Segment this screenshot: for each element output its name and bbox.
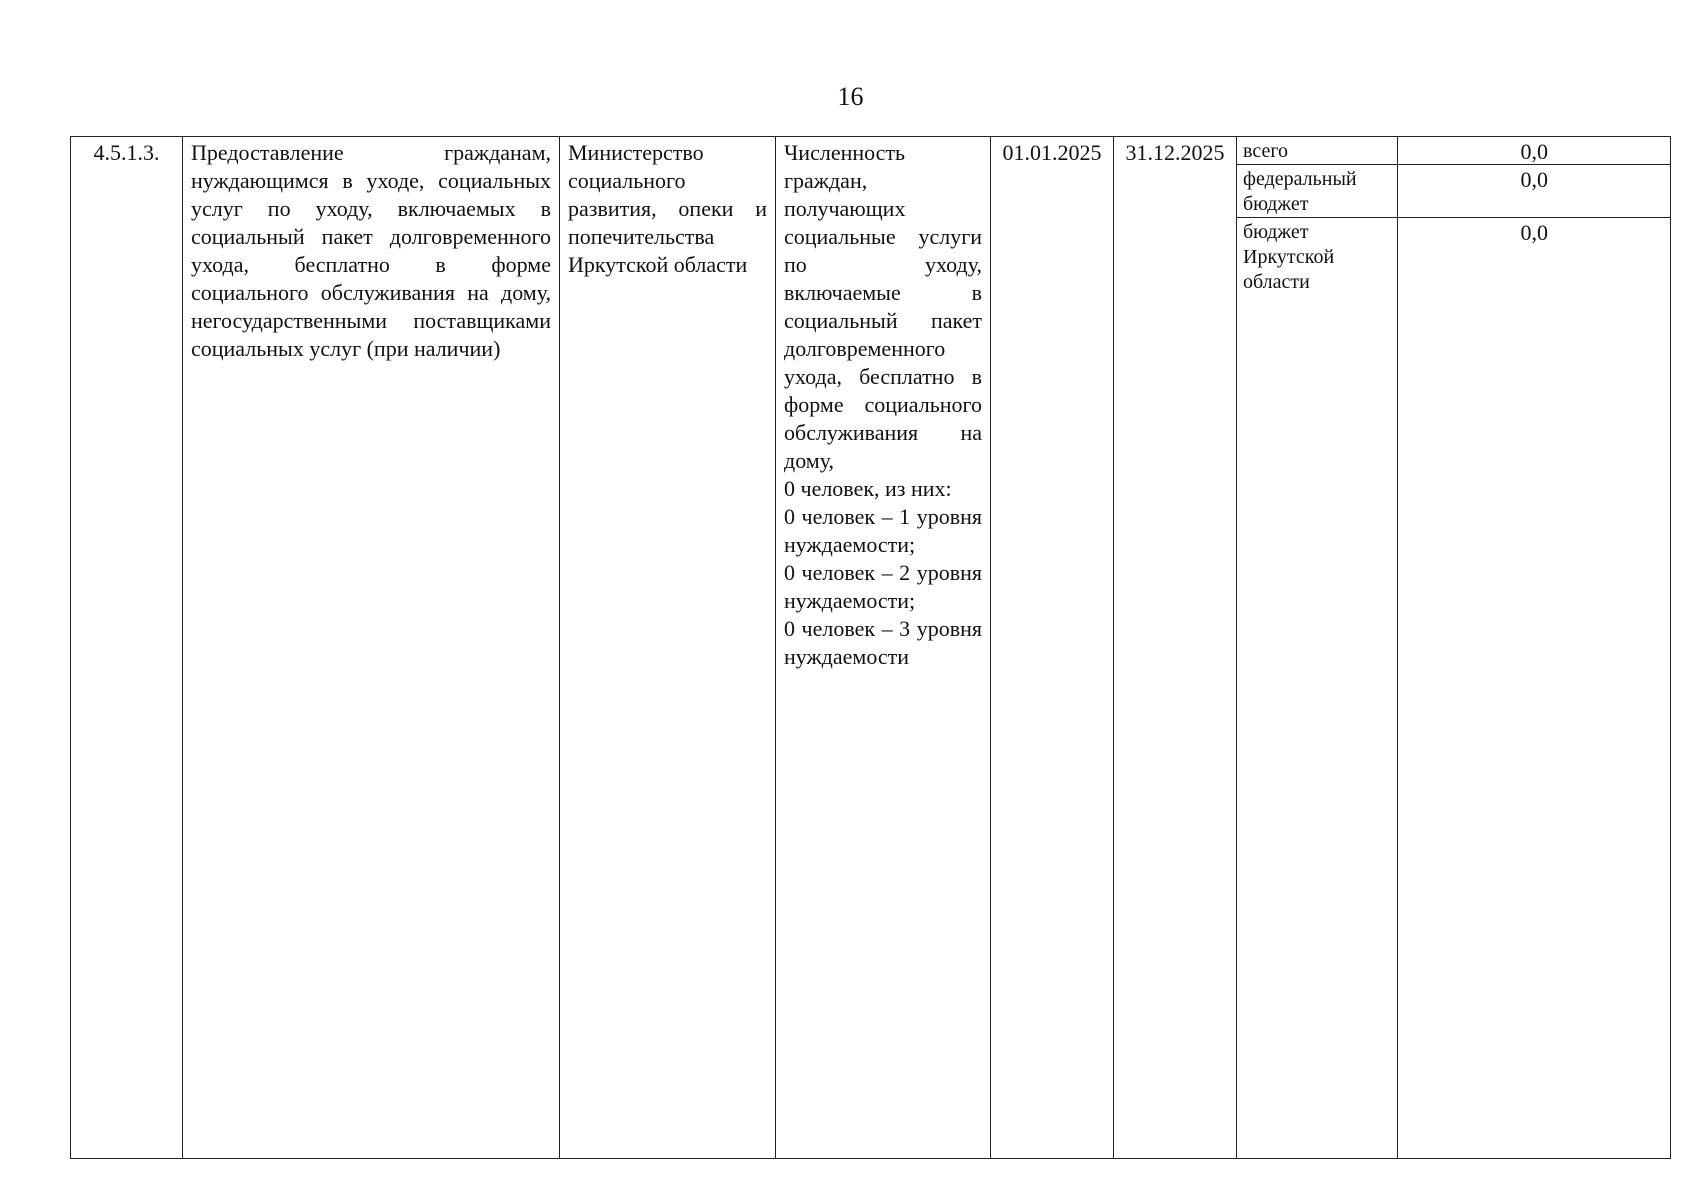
end-date-cell	[1114, 137, 1237, 1159]
activity-description-cell	[183, 137, 560, 1159]
table-row	[71, 137, 1671, 1159]
funding-amount: 0,0	[1520, 220, 1548, 245]
activity-description: Предоставление гражданам, нуждающимся в уходе, социальных услуг по уходу, включаемых в социальный пакет долговременного ухода, бесплатно в форме социального обслуживания на дому, негосударственными поставщиками социальных услуг (при наличии)	[191, 140, 551, 361]
funding-cell	[1237, 137, 1671, 1159]
funding-table	[1237, 137, 1671, 1158]
funding-row-total	[1237, 137, 1671, 165]
funding-row-regional	[1237, 218, 1671, 1158]
activity-number: 4.5.1.3.	[93, 140, 160, 165]
funding-source: всего	[1237, 137, 1397, 165]
funding-amount: 0,0	[1397, 137, 1671, 165]
funding-row-federal	[1237, 165, 1671, 218]
activity-number-cell	[71, 137, 183, 1159]
indicator-level-2: 0 человек – 2 уровня нуждаемости;	[784, 560, 982, 613]
indicator-level-1: 0 человек – 1 уровня нуждаемости;	[784, 504, 982, 557]
indicator-cell	[776, 137, 991, 1159]
program-activity-table	[70, 136, 1671, 1159]
responsible-executor-cell	[560, 137, 776, 1159]
page-number: 16	[837, 82, 864, 111]
start-date: 01.01.2025	[1002, 140, 1102, 165]
responsible-executor: Министерство социального развития, опеки и попечительства Иркутской области	[568, 140, 767, 277]
funding-source: бюджет Иркутской области	[1237, 218, 1397, 1158]
indicator-total: 0 человек, из них:	[784, 476, 952, 501]
indicator-main: Численность граждан, получающих социальные услуги по уходу, включаемые в социальный пакет долговременного ухода, бесплатно в форме социального обслуживания на дому,	[784, 140, 982, 473]
start-date-cell	[991, 137, 1114, 1159]
end-date: 31.12.2025	[1125, 140, 1225, 165]
indicator-level-3: 0 человек – 3 уровня нуждаемости	[784, 616, 982, 669]
funding-source: федеральный бюджет	[1237, 165, 1397, 218]
funding-amount: 0,0	[1397, 165, 1671, 218]
